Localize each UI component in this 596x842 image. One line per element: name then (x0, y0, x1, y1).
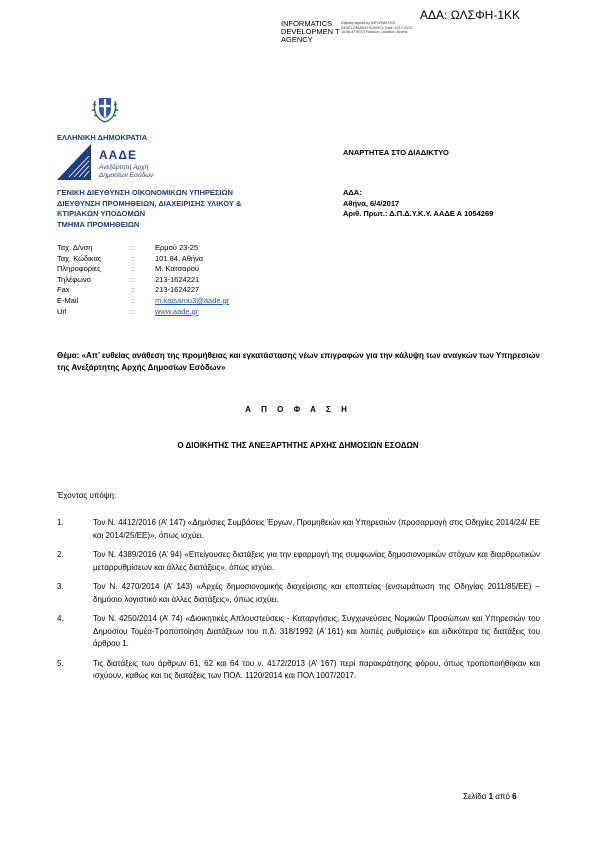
aade-logo-subtitle: Ανεξάρτητη Αρχή Δημοσίων Εσόδων (99, 164, 154, 179)
list-item (57, 581, 540, 606)
website-link[interactable]: www.aade.gr (155, 306, 199, 316)
item-text: Τις διατάξεις των άρθρων 61, 62 και 64 του ν. 4172/2013 (Α’ 167) περί παρακράτησης φόρου, όπως τροποποιήθηκαν και ισχύουν, καθώς και τις διατάξεις των ΠΟΛ. 1120/2014 και ΠΟΛ 1007/2017. (93, 658, 540, 681)
contact-separator: : (132, 306, 135, 316)
contact-value: Μ. Κατσαρού (155, 264, 200, 274)
contact-label: Πληροφορίες (57, 264, 101, 274)
contact-value: 213-1624221 (155, 274, 200, 284)
contact-row-postcode (57, 254, 229, 265)
considerations-list (57, 517, 540, 690)
contact-value: Ερμού 23-25 (155, 243, 199, 252)
contact-separator: : (132, 253, 135, 263)
department-block (57, 188, 287, 230)
contact-row-fax (57, 285, 229, 296)
item-text: Τον Ν. 4412/2016 (Α’ 147) «Δημόσιες Συμβάσεις Έργων, Προμηθειών και Υπηρεσιών (προσαρμογή στις Οδηγίες 2014/24/ ΕΕ και 2014/25/ΕΕ)», όπως ισχύει. (93, 518, 540, 540)
of-word: από (495, 792, 510, 801)
greek-emblem-icon (90, 91, 120, 125)
protocol-line: Αριθ. Πρωτ.: Δ.Π.Δ.Υ.Κ.Υ. ΑΑΔΕ Α 1054269 (343, 209, 494, 218)
list-item (57, 658, 540, 683)
contact-separator: : (132, 274, 135, 284)
date-line: Αθήνα, 6/4/2017 (343, 198, 400, 208)
list-item (57, 549, 540, 574)
contact-row-info (57, 264, 229, 275)
signature-details: Digitally signed by INFORMATICS DEVELOPMENT AGENCY Date: 2017.04.07 16:56:37 EEST Reason: Location: Athens (341, 21, 413, 34)
item-text: Τον Ν. 4250/2014 (Α’ 74) «Διοικητικές Απλουστεύσεις - Καταργήσεις, Συγχωνεύσεις Νομικών Προσώπων και Υπηρεσιών του Δημοσίου Τομέα-Τροποποίηση Διατάξεων του π.δ. 318/1992 (Α΄161) και λοιπές ρυθμίσεις» και ειδικότερα τις διατάξεις του άρθρου 1. (93, 614, 540, 649)
item-number: 2. (57, 550, 64, 559)
republic-title: ΕΛΛΗΝΙΚΗ ΔΗΜΟΚΡΑΤΙΑ (57, 133, 148, 142)
list-item (57, 517, 540, 542)
contact-row-phone (57, 275, 229, 286)
contact-label: Fax (57, 285, 70, 295)
department-line: ΚΤΙΡΙΑΚΩΝ ΥΠΟΔΟΜΩΝ (57, 209, 146, 218)
aade-logo-icon (57, 144, 91, 180)
contact-block (57, 243, 229, 317)
contact-label: Url (57, 306, 67, 316)
item-number: 4. (57, 614, 64, 623)
contact-row-url (57, 307, 229, 318)
contact-label: Τηλέφωνο (57, 274, 91, 284)
page-total: 6 (512, 792, 517, 801)
list-item (57, 613, 540, 651)
contact-separator: : (132, 285, 135, 295)
page-footer (463, 792, 517, 801)
ada-label: ΑΔΑ: (343, 188, 362, 197)
contact-label: Ταχ. Κώδικας (57, 253, 102, 263)
contact-value: 213-1624227 (155, 285, 200, 295)
contact-label: Ταχ. Δ/νση (57, 243, 93, 252)
page-current: 1 (488, 792, 494, 801)
reference-block (343, 188, 493, 220)
item-number: 3. (57, 582, 64, 591)
item-number: 1. (57, 518, 64, 527)
ada-code: ΑΔΑ: ΩΛΣΦΗ-1ΚΚ (420, 8, 521, 22)
contact-value: 101 84, Αθήνα (155, 253, 204, 263)
contact-separator: : (132, 295, 135, 305)
contact-row-address (57, 243, 229, 254)
item-number: 5. (57, 658, 64, 668)
contact-label: E-Mail (57, 295, 79, 305)
contact-row-email (57, 296, 229, 307)
governor-title: Ο ΔΙΟΙΚΗΤΗΣ ΤΗΣ ΑΝΕΞΑΡΤΗΤΗΣ ΑΡΧΗΣ ΔΗΜΟΣΙΩΝ ΕΣΟΔΩΝ (177, 441, 419, 450)
department-line: ΓΕΝΙΚΗ ΔΙΕΥΘΥΝΣΗ ΟΙΚΟΝΟΜΙΚΩΝ ΥΠΗΡΕΣΙΩΝ (57, 188, 233, 197)
department-line: ΔΙΕΥΘΥΝΣΗ ΠΡΟΜΗΘΕΙΩΝ, ΔΙΑΧΕΙΡΙΣΗΣ ΥΛΙΚΟΥ & (57, 198, 242, 208)
department-line: ΤΜΗΜΑ ΠΡΟΜΗΘΕΙΩΝ (57, 219, 140, 229)
contact-separator: : (132, 243, 135, 252)
page-word: Σελίδα (463, 792, 487, 801)
aade-logo-text: ΑΑΔΕ (99, 148, 137, 162)
item-text: Τον Ν. 4270/2014 (Α’ 143) «Αρχές δημοσιονομικής διαχείρισης και εποπτείας (ενσωμάτωση της Οδηγίας 2011/85/ΕΕ) – δημόσιο λογιστικό και άλλες διατάξεις», όπως ισχύει. (93, 582, 540, 604)
signature-name: INFORMATICS DEVELOPMEN T AGENCY (281, 19, 340, 44)
contact-separator: : (132, 264, 135, 274)
publish-notice: ΑΝΑΡΤΗΤΕΑ ΣΤΟ ΔΙΑΔΙΚΤΥΟ (343, 148, 449, 157)
subject-line: Θέμα: «Απ’ ευθείας ανάθεση της προμήθειας και εγκατάστασης νέων επιγραφών για την κάλυψη των αναγκών των Υπηρεσιών της Ανεξάρτητης Αρχής Δημοσίων Εσόδων» (57, 351, 540, 372)
item-text: Τον Ν. 4389/2016 (Α’ 94) «Επείγουσες διατάξεις για την εφαρμογή της συμφωνίας δημοσιονομικών στόχων και διαρθρωτικών μεταρρυθμίσεων και άλλες διατάξεις», όπως ισχύει. (93, 550, 540, 572)
having-regard: Έχοντας υπόψη: (57, 491, 117, 500)
email-link[interactable]: m.katsarou3@aade.gr (155, 295, 230, 305)
decision-title: Α Π Ο Φ Α Σ Η (245, 405, 351, 414)
